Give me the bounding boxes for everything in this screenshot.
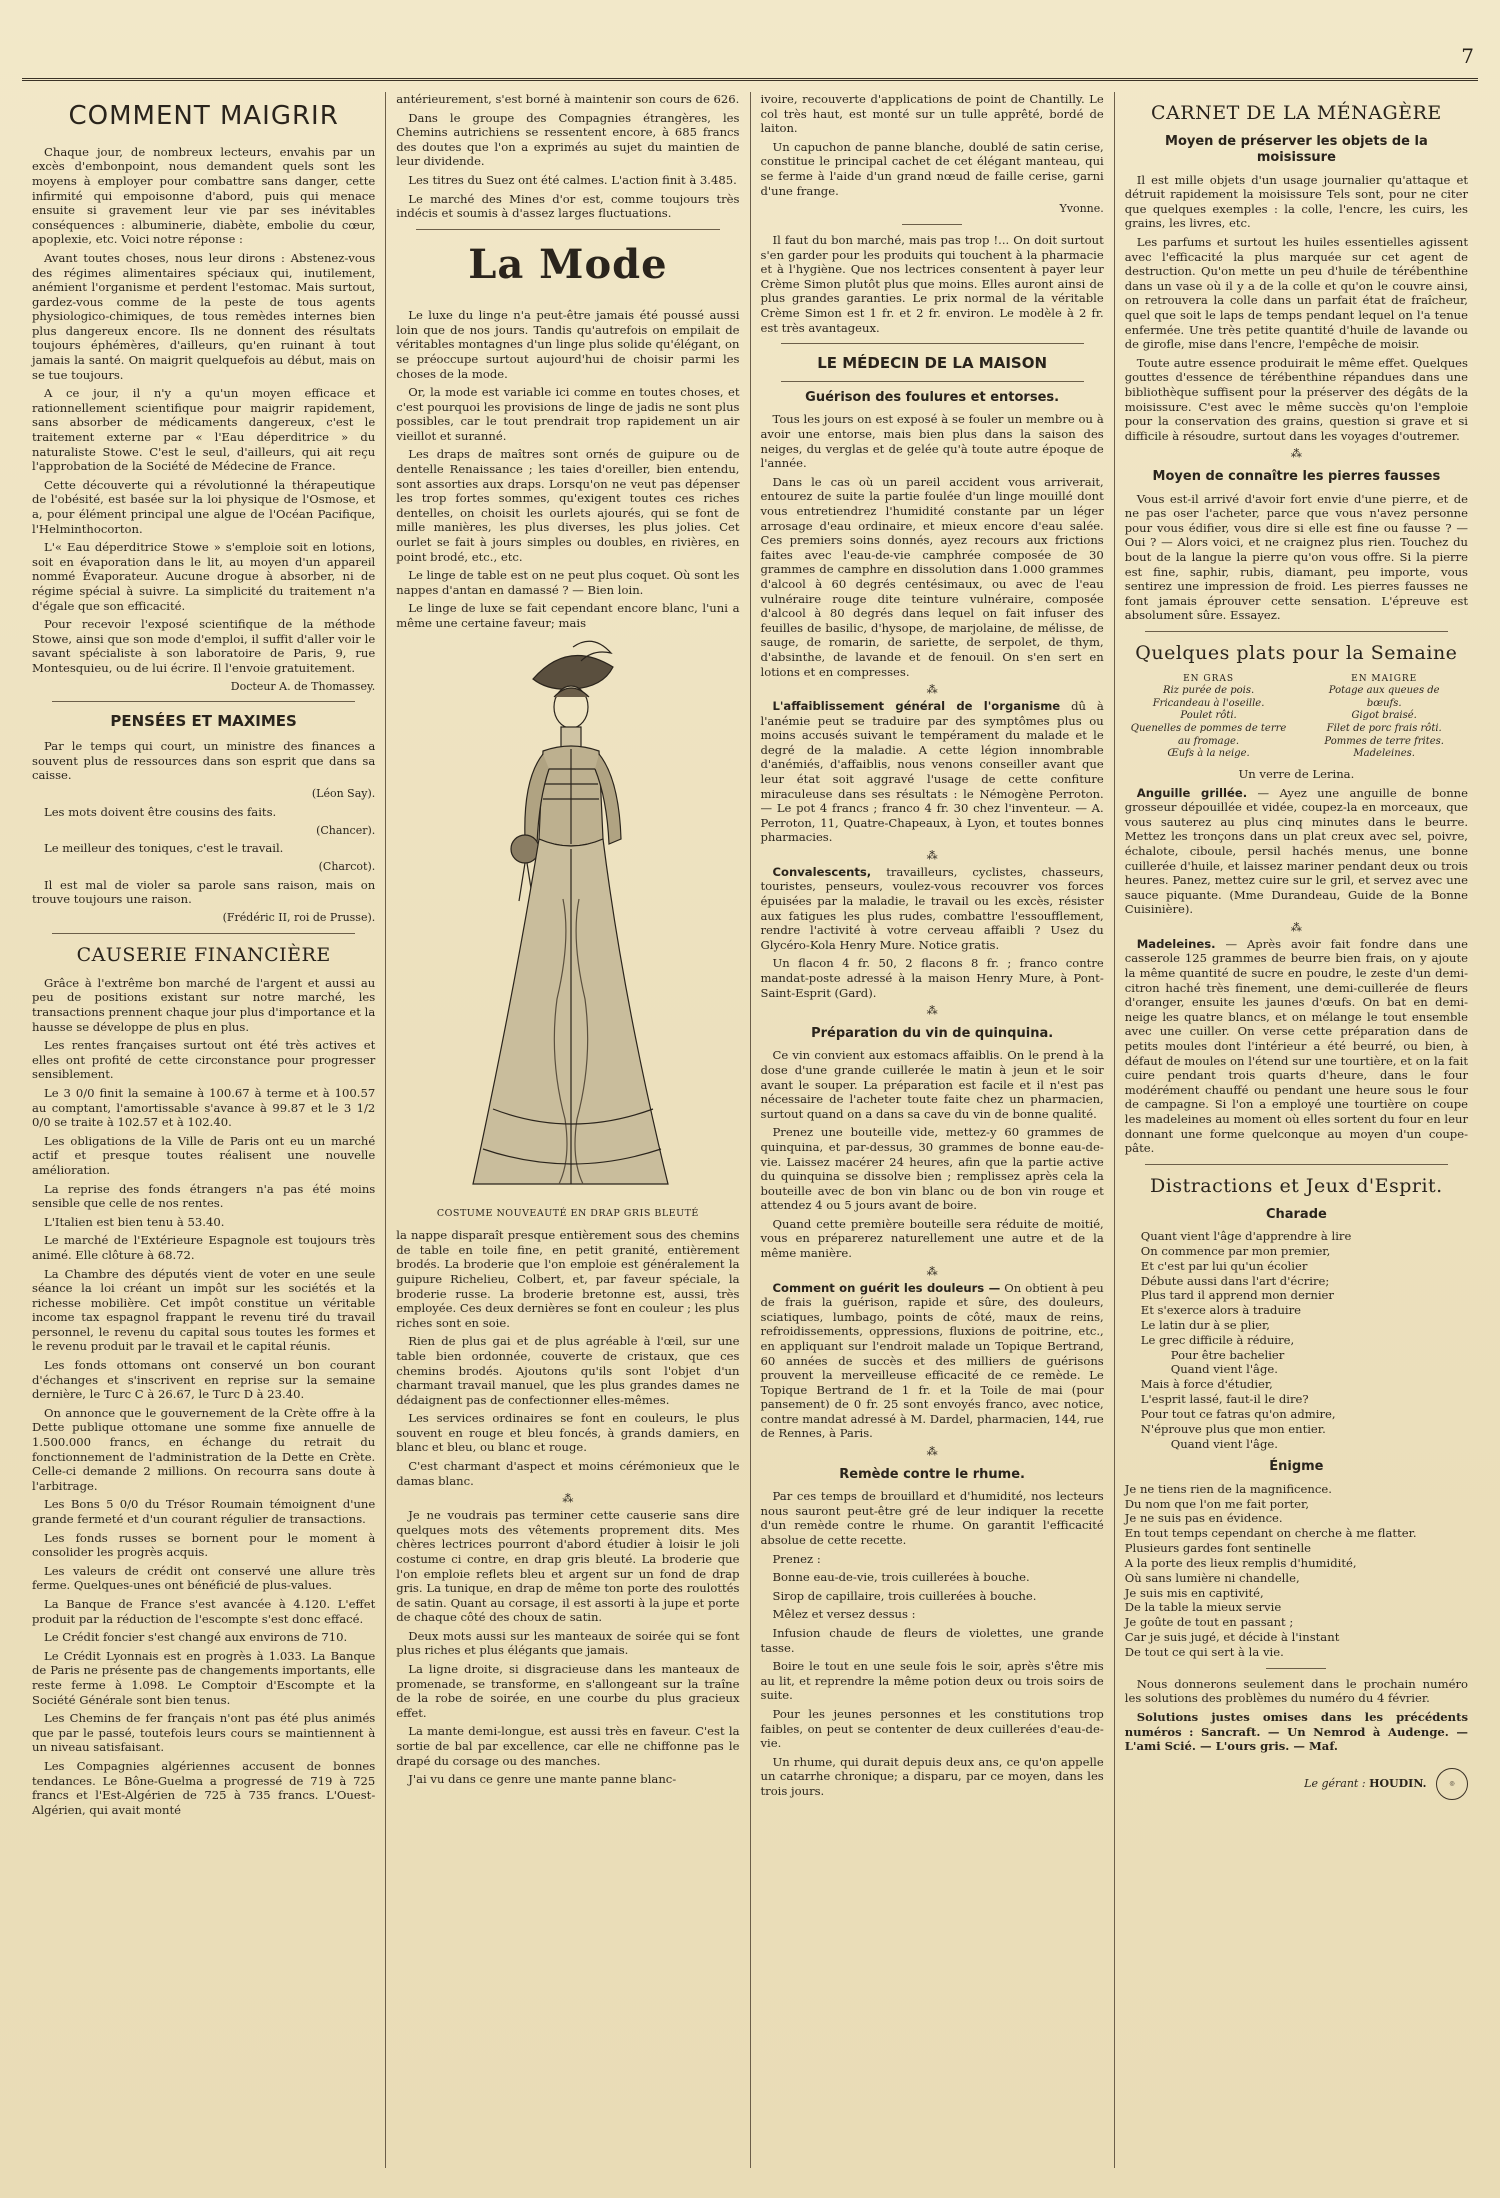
section-divider	[416, 229, 719, 230]
anguille-text: — Ayez une anguille de bonne grosseur dépouillée et vidée, coupez-la en morceaux, que vous sauterez au plus cinq minutes dans le beurre. Mettez les tronçons dans un plat creux avec sel, poivre, échalote, ciboule, persil hachés menus, une bonne cuillerée d'huile, et laissez mariner pendant deux ou trois heures. Panez, mettez cuire sur le gril, et servez avec une sauce piquante. (Mme Durandeau, Guide de la Bonne Cuisinière).	[1124, 785, 1468, 917]
article-paragraph: L'« Eau déperditrice Stowe » s'emploie soit en lotions, soit en évaporation dans le lit, au moyen d'un appareil nommé Évaporateur. Aucune drogue à absorber, ni de régime spécial à suivre. La simplicité du traitement n'a d'égale que son efficacité.	[32, 540, 376, 613]
menu-item: Pommes de terre frites.	[1324, 735, 1444, 747]
mode-paragraph: Les services ordinaires se font en couleurs, le plus souvent en rouge et bleu foncés, à grands damiers, en blanc et bleu, ou blanc et rouge.	[396, 1411, 740, 1455]
causerie-paragraph: Dans le groupe des Compagnies étrangères, les Chemins autrichiens se ressentent encore, à 685 francs des doutes que l'on a exprimés au sujet du maintien de leur dividende.	[396, 110, 740, 169]
section-divider	[1266, 1668, 1326, 1669]
mode-paragraph: La mante demi-longue, est aussi très en faveur. C'est la sortie de bal par excellence, car elle ne chiffonne pas le drapé du corsage ou des manches.	[396, 1724, 740, 1768]
poem-line: Débute aussi dans l'art d'écrire;	[1140, 1273, 1330, 1288]
menu-item: Poulet rôti.	[1180, 710, 1237, 722]
poem-line: Plusieurs gardes font sentinelle	[1124, 1541, 1312, 1556]
menu-columns	[1125, 674, 1468, 761]
causerie-paragraph: Les valeurs de crédit ont conservé une allure très ferme. Quelques-unes ont bénéficié de plus-values.	[32, 1563, 376, 1593]
causerie-paragraph: La Chambre des députés vient de voter en une seule séance la loi créant un impôt sur les sociétés et la richesse mobilière. Cet impôt constitue un véritable income tax espagnol frappant le revenu tiré du travail personnel, le revenu du capital sous toutes les formes et le revenu produit par le travail et le capital réunis.	[32, 1266, 376, 1354]
foulures-paragraph: Tous les jours on est exposé à se fouler un membre ou à avoir une entorse, mais bien plus dans la saison des neiges, du verglas et de gelée qu'à toute autre époque de l'année.	[760, 412, 1104, 471]
mode-paragraph: Le linge de table est on ne peut plus coquet. Où sont les nappes d'antan en damassé ? — Bien loin.	[396, 568, 740, 597]
poem-line: Quant vient l'âge d'apprendre à lire	[1140, 1229, 1352, 1244]
poem-line: Le latin dur à se plier,	[1140, 1318, 1270, 1332]
pensee-text: Il est mal de violer sa parole sans raison, mais on trouve toujours une raison.	[32, 877, 376, 907]
poem-line: En tout temps cependant on cherche à me flatter.	[1124, 1526, 1417, 1541]
mode-paragraph: Rien de plus gai et de plus agréable à l'œil, sur une table bien ordonnée, couverte de cristaux, que ces chemins brodés. Ajoutons qu'ils sont l'objet d'un charmant travail manuel, que les plus grandes dames ne dédaignent pas de confectionner elles-mêmes.	[396, 1334, 740, 1407]
menu-item: Riz purée de pois.	[1162, 685, 1255, 697]
causerie-paragraph: Le Crédit foncier s'est changé aux environs de 710.	[44, 1630, 348, 1645]
verre-line: Un verre de Lerina.	[1238, 766, 1355, 781]
mode-paragraph: Les draps de maîtres sont ornés de guipure ou de dentelle Renaissance ; les taies d'oreiller, bien entendu, sont assorties aux draps. Lorsqu'on ne veut pas dépenser les trop fortes sommes, qu'exigent toutes ces riches dentelles, on choisit les ourlets ajourés, qui se font de mille manières, les plus diverses, les plus jolies. Cet ourlet se fait à jours simples ou doubles, en rivières, en point brodé, etc., etc.	[396, 447, 740, 564]
creme-simon-paragraph: Il faut du bon marché, mais pas trop !... On doit surtout s'en garder pour les produits qui touchent à la pharmacie et à l'hygiène. Que nos lectrices consentent à payer leur Crème Simon plutôt plus que moins. Elles auront ainsi de plus grandes garanties. Le prix normal de la véritable Crème Simon est 1 fr. et 2 fr. environ. Le modèle à 2 fr. est très avantageux.	[760, 233, 1104, 335]
section-stars: ⁂	[562, 1492, 574, 1506]
causerie-paragraph: Les fonds ottomans ont conservé un bon courant d'échanges et s'inscrivent en reprise sur la semaine dernière, le Turc C à 26.67, le Turc D à 23.40.	[32, 1358, 376, 1402]
poem-line: Et c'est par lui qu'un écolier	[1140, 1258, 1308, 1273]
column-3	[751, 92, 1115, 2168]
pensee-text: Par le temps qui court, un ministre des finances a souvent plus de ressources dans son esprit que dans sa caisse.	[32, 739, 376, 783]
poem-line: Quand vient l'âge.	[1170, 1436, 1278, 1451]
convalescents-text: travailleurs, cyclistes, chasseurs, touristes, penseurs, voulez-vous recouvrer vos forces épuisées par la maladie, le travail ou les excès, résister aux fatigues les plus rudes, combattre l'essoufflement, rendre l'activité à votre cerveau affaibli ? Usez du Glycéro-Kola Henry Mure. Notice gratis.	[760, 864, 1104, 952]
solutions-omises: Solutions justes omises dans les précédents numéros : Sancraft. — Un Nemrod à Audenge. — L'ami Scié. — L'ours gris. — Maf.	[1124, 1709, 1468, 1754]
causerie-paragraph: Les rentes françaises surtout ont été très actives et elles ont profité de cette circonstance pour progresser sensiblement.	[32, 1038, 376, 1082]
poem-line: A la porte des lieux remplis d'humidité,	[1124, 1555, 1357, 1570]
causerie-paragraph: Grâce à l'extrême bon marché de l'argent et aussi au peu de positions existant sur notre marché, les transactions prennent chaque jour plus d'importance et la hausse se développe de plus en plus.	[32, 975, 376, 1034]
anguille-lead: Anguille grillée.	[1136, 785, 1248, 800]
rhume-paragraph: Bonne eau-de-vie, trois cuillerées à bouche.	[772, 1570, 1030, 1585]
poem-line: De la table la mieux servie	[1124, 1600, 1282, 1615]
carnet-title: CARNET DE LA MÉNAGÈRE	[1151, 102, 1442, 124]
comment-maigrir-title: COMMENT MAIGRIR	[68, 101, 339, 131]
medecin-title: LE MÉDECIN DE LA MAISON	[817, 354, 1048, 373]
menu-item: Fricandeau à l'oseille.	[1152, 697, 1265, 709]
menu-item: Quenelles de pommes de terre au fromage.	[1130, 723, 1287, 747]
section-divider	[52, 701, 355, 702]
solutions-note: Nous donnerons seulement dans le prochain numéro les solutions des problèmes du numéro du 4 février.	[1124, 1676, 1468, 1706]
section-divider	[52, 933, 355, 934]
section-stars: ⁂	[1290, 447, 1302, 461]
section-divider	[781, 343, 1084, 344]
poem-line: Plus tard il apprend mon dernier	[1140, 1288, 1334, 1303]
pensees-title: PENSÉES ET MAXIMES	[110, 712, 297, 731]
quinquina-title: Préparation du vin de quinquina.	[811, 1025, 1054, 1041]
pensee-source: (Léon Say).	[311, 787, 376, 801]
menu-gras-heading: EN GRAS	[1183, 673, 1235, 684]
mode-paragraph: Deux mots aussi sur les manteaux de soirée qui se font plus riches et plus élégants que jamais.	[396, 1628, 740, 1658]
mode-paragraph: Je ne voudrais pas terminer cette causerie sans dire quelques mots des vêtements proprement dits. Mes chères lectrices pourront d'abord étudier à loisir le joli costume ci contre, en drap gris bleuté. La broderie que l'on emploie reflets bleu et argent sur un fond de drap gris. La tunique, en drap de même ton porte des roulottés de satin. Quant au corsage, il est assorti à la jupe et porte de chaque côté des choux de satin.	[396, 1508, 740, 1625]
mode-paragraph: Le luxe du linge n'a peut-être jamais été poussé aussi loin que de nos jours. Tandis qu'autrefois on empilait de véritables montagnes d'un linge plus solide qu'élégant, on se préoccupe surtout aujourd'hui de choisir parmi les choses de la mode.	[396, 308, 740, 381]
article-paragraph: Cette découverte qui a révolutionné la thérapeutique de l'obésité, est basée sur la loi physique de l'Osmose, et a, pour élément principal une algue de l'Océan Pacifique, l'Helminthocorton.	[32, 477, 376, 536]
causerie-paragraph: Les titres du Suez ont été calmes. L'action finit à 3.485.	[408, 172, 737, 187]
top-rule	[22, 78, 1478, 81]
article-paragraph: Chaque jour, de nombreux lecteurs, envahis par un excès d'embonpoint, nous demandent quels sont les moyens à employer pour combattre sans danger, cette infirmité qui empoisonne d'abord, puis qui menace ensuite si gravement leur vie par ses inévitables conséquences : albuminerie, diabète, embolie du cœur, apoplexie, etc. Voici notre réponse :	[32, 144, 376, 247]
causerie-paragraph: L'Italien est bien tenu à 53.40.	[44, 1214, 225, 1229]
causerie-paragraph: Le 3 0/0 finit la semaine à 100.67 à terme et à 100.57 au comptant, l'amortissable s'avance à 99.87 et le 3 1/2 0/0 se traite à 102.57 et à 102.40.	[32, 1085, 376, 1130]
poem-line: Je ne tiens rien de la magnificence.	[1124, 1481, 1332, 1496]
charade-poem	[1141, 1229, 1468, 1451]
column-1	[22, 92, 386, 2168]
mode-paragraph: J'ai vu dans ce genre une mante panne blanc-	[408, 1772, 677, 1787]
rhume-paragraph: Pour les jeunes personnes et les constitutions trop faibles, on peut se contenter de deux cuillerées d'eau-de-vie.	[760, 1707, 1104, 1751]
column-2	[386, 92, 750, 2168]
mode-paragraph: ivoire, recouverte d'applications de point de Chantilly. Le col très haut, est monté sur un tulle apprêté, bordé de laiton.	[760, 92, 1104, 136]
section-divider	[1145, 1164, 1448, 1165]
section-divider	[781, 381, 1084, 382]
section-stars: ⁂	[926, 683, 938, 697]
poem-line: Je suis mis en captivité,	[1124, 1585, 1264, 1600]
section-stars: ⁂	[926, 1004, 938, 1018]
moisissure-paragraph: Il est mille objets d'un usage journalier qu'attaque et détruit rapidement la moisissure Tels sont, pour ne citer que quelques exemples : la colle, l'encre, les cuirs, les grains, les livres, etc.	[1124, 172, 1468, 231]
causerie-paragraph: Les Bons 5 0/0 du Trésor Roumain témoignent d'une grande fermeté et d'un courant régulier de transactions.	[32, 1497, 376, 1526]
madeleines-lead: Madeleines.	[1136, 936, 1216, 951]
foulures-title: Guérison des foulures et entorses.	[805, 390, 1060, 406]
causerie-paragraph: Les fonds russes se bornent pour le moment à consolider les progrès acquis.	[32, 1530, 376, 1560]
mode-paragraph: C'est charmant d'aspect et moins cérémonieux que le damas blanc.	[396, 1459, 740, 1488]
douleurs-lead: Comment on guérit les douleurs —	[772, 1280, 1001, 1295]
section-stars: ⁂	[926, 1264, 938, 1278]
quinquina-paragraph: Quand cette première bouteille sera réduite de moitié, vous en préparerez naturellement une autre et de la même manière.	[760, 1216, 1104, 1261]
poem-line: Pour être bachelier	[1170, 1347, 1285, 1362]
article-paragraph: Pour recevoir l'exposé scientifique de la méthode Stowe, ainsi que son mode d'emploi, il suffit d'aller voir le savant spécialiste à son laboratoire de Paris, 9, rue Montesquieu, ou de lui écrire. Il l'envoie gratuitement.	[32, 617, 376, 675]
causerie-paragraph: La Banque de France s'est avancée à 4.120. L'effet produit par la réduction de l'escompte s'est donc effacé.	[32, 1596, 376, 1626]
mode-signature: Yvonne.	[1059, 202, 1104, 216]
rhume-paragraph: Prenez :	[772, 1551, 821, 1566]
costume-drawing	[453, 639, 683, 1199]
poem-line: N'éprouve plus que mon entier.	[1140, 1421, 1326, 1436]
section-divider	[902, 224, 962, 225]
section-stars: ⁂	[1290, 920, 1302, 934]
poem-line: L'esprit lassé, faut-il le dire?	[1140, 1392, 1309, 1407]
section-divider	[1145, 631, 1448, 632]
mode-paragraph: Un capuchon de panne blanche, doublé de satin cerise, constitue le principal cachet de cet élégant manteau, qui se ferme à l'aide d'un grand nœud de faille cerise, garni d'une frange.	[760, 139, 1104, 198]
causerie-paragraph: Le marché de l'Extérieure Espagnole est toujours très animé. Elle clôture à 68.72.	[32, 1233, 376, 1262]
gerant-label: Le gérant :	[1304, 1776, 1366, 1790]
page-number: 7	[1461, 44, 1474, 68]
poem-line: Et s'exerce alors à traduire	[1140, 1303, 1302, 1318]
pensee-text: Le meilleur des toniques, c'est le travail.	[44, 841, 284, 856]
menu-maigre	[1300, 674, 1468, 761]
poem-line: On commence par mon premier,	[1140, 1243, 1331, 1258]
article-signature: Docteur A. de Thomassey.	[230, 679, 376, 693]
rhume-paragraph: Boire le tout en une seule fois le soir, après s'être mis au lit, et reprendre la même potion deux ou trois soirs de suite.	[760, 1659, 1104, 1703]
quinquina-paragraph: Prenez une bouteille vide, mettez-y 60 grammes de quinquina, et par-dessus, 30 grammes de bonne eau-de-vie. Laissez macérer 24 heures, afin que la partie active du quinquina se dissolve bien ; remplissez après cela la bouteille avec de bon vin blanc ou de bon vin rouge et attendez 4 ou 5 jours avant de boire.	[760, 1125, 1104, 1213]
pensee-source: (Charcot).	[318, 859, 376, 873]
poem-line: Pour tout ce fatras qu'on admire,	[1140, 1406, 1336, 1421]
moisissure-paragraph: Les parfums et surtout les huiles essentielles agissent avec l'efficacité la plus marquée sur cet agent de destruction. Qu'on mette un peu d'huile de térébenthine dans un vase où il y a de la colle et qu'on le couvre ainsi, on retrouvera la colle dans un parfait état de fraîcheur, quel que soit le laps de temps pendant lequel on l'a tenue enfermée. Une très petite quantité d'huile de lavande ou de girofle, mise dans l'encre, l'empêche de moisir.	[1124, 235, 1468, 352]
causerie-paragraph: La reprise des fonds étrangers n'a pas été moins sensible que celle de nos rentes.	[32, 1181, 376, 1211]
affaiblissement-text: dû à l'anémie peut se traduire par des symptômes plus ou moins accusés suivant le tempérament du malade et le degré de la maladie. A cette légion innombrable d'anémiés, d'affaiblis, nous venons conseiller avant que leur état soit aggravé l'usage de cette confiture miraculeuse dans ses résultats : le Némogène Perroton. — Le pot 4 francs ; franco 4 fr. 30 chez l'inventeur. — A. Perroton, 11, Quatre-Chapeaux, à Lyon, et toutes bonnes pharmacies.	[760, 698, 1104, 845]
pensee-text: Les mots doivent être cousins des faits.	[44, 804, 277, 819]
charade-title: Charade	[1265, 1206, 1327, 1222]
rhume-paragraph: Infusion chaude de fleurs de violettes, une grande tasse.	[760, 1626, 1104, 1655]
poem-line: Où sans lumière ni chandelle,	[1124, 1570, 1300, 1585]
distractions-title: Distractions et Jeux d'Esprit.	[1150, 1174, 1443, 1197]
poem-line: Je goûte de tout en passant ;	[1124, 1615, 1294, 1630]
poem-line: Car je suis jugé, et décide à l'instant	[1124, 1630, 1340, 1645]
columns	[22, 92, 1478, 2168]
pierres-paragraph: Vous est-il arrivé d'avoir fort envie d'une pierre, et de ne pas oser l'acheter, parce que vous n'avez personne pour vous édifier, vous dire si elle est fine ou fausse ? — Oui ? — Alors voici, et ne craignez plus rien. Touchez du bout de la langue la pierre qu'on vous offre. Si la pierre est fine, saphir, rubis, diamant, peu importe, vous sentirez une impression de froid. Les pierres fausses ne font jamais éprouver cette sensation. L'épreuve est absolument sûre. Essayez.	[1124, 491, 1468, 623]
menu-item: Œufs à la neige.	[1167, 748, 1250, 760]
rhume-paragraph: Un rhume, qui durait depuis deux ans, ce qu'on appelle un catarrhe chronique; a disparu, par ce moyen, dans les trois jours.	[760, 1754, 1104, 1798]
la-mode-title: La Mode	[468, 240, 668, 288]
menu-item: Gigot braisé.	[1351, 710, 1417, 722]
pensee-source: (Frédéric II, roi de Prusse).	[222, 911, 376, 925]
enigme-title: Énigme	[1269, 1459, 1324, 1475]
madeleines-text: — Après avoir fait fondre dans une casserole 125 grammes de beurre bien frais, on y ajoute la même quantité de sucre en poudre, le zeste d'un demi-citron haché très finement, une demi-cuillerée de fleurs d'oranger, ensuite les jaunes d'œufs. On bat en demi-neige les quatre blancs, et on mélange le tout ensemble avec une cuiller. On verse cette préparation dans de petits moules dont l'intérieur a été beurré, ou bien, à défaut de moules on l'étend sur une tourtière, et on la fait cuire pendant trois quarts d'heure, dans le four modérément chauffé ou pendant une heure sous le four de campagne. Si l'on a employé une tourtière on coupe les madeleines au moment où elles sortent du four en leur donnant une forme quelconque au moyen d'un coupe-pâte.	[1124, 936, 1468, 1156]
causerie-paragraph: Les Compagnies algériennes accusent de bonnes tendances. Le Bône-Guelma a progressé de 719 à 725 francs et l'Est-Algérien de 725 à 735 francs. L'Ouest-Algérien, qui avait monté	[32, 1758, 376, 1817]
menu-item: Madeleines.	[1353, 748, 1415, 760]
poem-line: Quand vient l'âge.	[1170, 1362, 1278, 1377]
poem-line: De tout ce qui sert à la vie.	[1124, 1644, 1284, 1659]
section-stars: ⁂	[926, 1445, 938, 1459]
quinquina-paragraph: Ce vin convient aux estomacs affaiblis. On le prend à la dose d'une grande cuillerée le matin à jeun et le soir avant le souper. La préparation est facile et il n'est pas nécessaire de l'acheter toute faite chez un pharmacien, surtout quand on a dans sa cave du vin de bonne qualité.	[760, 1048, 1104, 1121]
douleurs-text: On obtient à peu de frais la guérison, rapide et sûre, des douleurs, sciatiques, lumbago, points de côté, maux de reins, refroidissements, oppressions, fluxions de poitrine, etc., en appliquant sur l'endroit malade un Topique Bertrand, 60 années de succès et des milliers de guérisons prouvent la merveilleuse efficacité de ce remède. Le Topique Bertrand de 1 fr. et la Toile de mai (pour pansement) de 0 fr. 25 sont envoyés franco, avec notice, contre mandat adressé à M. Dardel, pharmacien, 144, rue de Rennes, à Paris.	[760, 1280, 1104, 1441]
enigme-poem	[1125, 1482, 1468, 1660]
menu-maigre-heading: EN MAIGRE	[1351, 673, 1418, 684]
pensee-source: (Chancer).	[316, 823, 376, 837]
convalescents-paragraph: Un flacon 4 fr. 50, 2 flacons 8 fr. ; franco contre mandat-poste adressé à la maison Henry Mure, à Pont-Saint-Esprit (Gard).	[760, 956, 1104, 1000]
plats-title: Quelques plats pour la Semaine	[1135, 641, 1458, 664]
fashion-illustration	[396, 639, 739, 1203]
convalescents-lead: Convalescents,	[772, 864, 872, 879]
causerie-paragraph: Les Chemins de fer français n'ont pas été plus animés que par le passé, toutefois leurs cours se maintiennent à un niveau satisfaisant.	[32, 1711, 376, 1755]
column-4	[1115, 92, 1478, 2168]
menu-item: bœufs.	[1366, 697, 1402, 709]
rhume-paragraph: Par ces temps de brouillard et d'humidité, nos lecteurs nous sauront peut-être gré de leur indiquer la recette d'un remède contre le rhume. On garantit l'efficacité absolue de cette recette.	[760, 1489, 1104, 1548]
section-stars: ⁂	[926, 848, 938, 862]
moisissure-paragraph: Toute autre essence produirait le même effet. Quelques gouttes d'essence de térébenthine répandues dans une bibliothèque suffisent pour la préserver des dégâts de la moisissure. C'est avec le même succès qu'on l'emploie pour la conservation des grains, question si grave et si difficile à résoudre, surtout dans les voyages d'outremer.	[1124, 355, 1468, 443]
poem-line: Je ne suis pas en évidence.	[1124, 1511, 1283, 1526]
mode-paragraph: La ligne droite, si disgracieuse dans les manteaux de promenade, se transforme, en s'allongeant sur la traîne de la robe de soirée, en une courbe du plus gracieux effet.	[396, 1662, 740, 1720]
causerie-paragraph: On annonce que le gouvernement de la Crète offre à la Dette publique ottomane une somme fixe annuelle de 1.500.000 francs, en échange du retrait du fonctionnement de l'administration de la Dette en Crète. Celle-ci demande 2 millions. On recourra sans doute à l'arbitrage.	[32, 1405, 376, 1493]
causerie-title: CAUSERIE FINANCIÈRE	[76, 943, 331, 966]
poem-line: Mais à force d'étudier,	[1140, 1377, 1273, 1392]
mode-paragraph: Le linge de luxe se fait cependant encore blanc, l'uni a même une certaine faveur; mais	[396, 601, 740, 631]
illustration-caption: COSTUME NOUVEAUTÉ EN DRAP GRIS BLEUTÉ	[436, 1208, 699, 1220]
poem-line: Le grec difficile à réduire,	[1140, 1332, 1295, 1347]
causerie-paragraph: antérieurement, s'est borné à maintenir son cours de 626.	[396, 92, 740, 106]
menu-item: Filet de porc frais rôti.	[1326, 723, 1442, 734]
library-stamp-icon: ◎	[1436, 1768, 1468, 1800]
moisissure-title: Moyen de préserver les objets de la moisissure	[1165, 133, 1428, 166]
mode-paragraph: Or, la mode est variable ici comme en toutes choses, et c'est pourquoi les provisions de linge de jadis ne sont plus possibles, car le tout prendrait trop rapidement un air vieillot et suranné.	[396, 385, 740, 443]
gerant-name: HOUDIN.	[1369, 1776, 1427, 1790]
rhume-paragraph: Sirop de capillaire, trois cuillerées à bouche.	[772, 1588, 1037, 1603]
pierres-title: Moyen de connaître les pierres fausses	[1152, 469, 1441, 485]
menu-item: Potage aux queues de	[1328, 685, 1440, 697]
menu-gras	[1125, 674, 1293, 761]
article-paragraph: Avant toutes choses, nous leur dirons : Abstenez-vous des régimes alimentaires spéciaux qui, inutilement, anémient l'organisme et perdent l'estomac. Mais surtout, gardez-vous comme de la peste de tous agents physiologico-chimiques, de tous remèdes internes bien plus dangereux encore. Ils ne donnent des résultats toujours éphémères, d'ailleurs, qu'en ruinant à tout jamais la santé. On maigrit quelquefois au début, mais on se tue toujours.	[32, 250, 376, 382]
rhume-title: Remède contre le rhume.	[839, 1466, 1025, 1482]
mode-paragraph: la nappe disparaît presque entièrement sous des chemins de table en toile fine, en petit granité, entièrement brodés. La broderie que l'on emploie est généralement la guipure Richelieu, Colbert, et, par faveur spéciale, la broderie russe. La broderie bretonne est, aussi, très employée. Ces deux dernières se font en couleur ; les plus riches sont en soie.	[396, 1228, 740, 1330]
affaiblissement-lead: L'affaiblissement général de l'organisme	[772, 698, 1061, 713]
rhume-paragraph: Mêlez et versez dessus :	[772, 1607, 916, 1622]
causerie-paragraph: Le marché des Mines d'or est, comme toujours très indécis et soumis à d'assez larges fluctuations.	[396, 191, 740, 221]
article-paragraph: A ce jour, il n'y a qu'un moyen efficace et rationnellement scientifique pour maigrir rapidement, sans absorber de médicaments dangereux, c'est le traitement externe par « l'Eau déperditrice » du naturaliste Stowe. C'est le seul, d'ailleurs, qui ait reçu l'approbation de la Société de Médecine de France.	[32, 386, 376, 474]
causerie-paragraph: Le Crédit Lyonnais est en progrès à 1.033. La Banque de Paris ne présente pas de changements importants, elle reste ferme à 1.098. Le Comptoir d'Escompte et la Société Générale sont bien tenus.	[32, 1648, 376, 1707]
foulures-paragraph: Dans le cas où un pareil accident vous arriverait, entourez de suite la partie foulée d'un linge mouillé dont vous entretiendrez l'humidité constante par un léger arrosage d'eau ordinaire, et mieux encore d'eau salée. Ces premiers soins donnés, ayez recours aux frictions faites avec l'eau-de-vie camphrée composée de 30 grammes de camphre en dissolution dans 1.000 grammes d'alcool à 60 degrés centésimaux, ou avec de l'eau vulnéraire rouge dite teinture vulnéraire, composée d'alcool à 80 degrés dans lequel on fait infuser des feuilles de basilic, d'hysope, de marjolaine, de mélisse, de sauge, de romarin, de sariette, de serpolet, de thym, d'absinthe, de lavande et de fenouil. On s'en sert en lotions et en compresses.	[760, 474, 1104, 679]
gerant-line	[1125, 1768, 1468, 1800]
poem-line: Du nom que l'on me fait porter,	[1124, 1496, 1309, 1511]
causerie-paragraph: Les obligations de la Ville de Paris ont eu un marché actif et presque toutes réalisent une nouvelle amélioration.	[32, 1133, 376, 1177]
